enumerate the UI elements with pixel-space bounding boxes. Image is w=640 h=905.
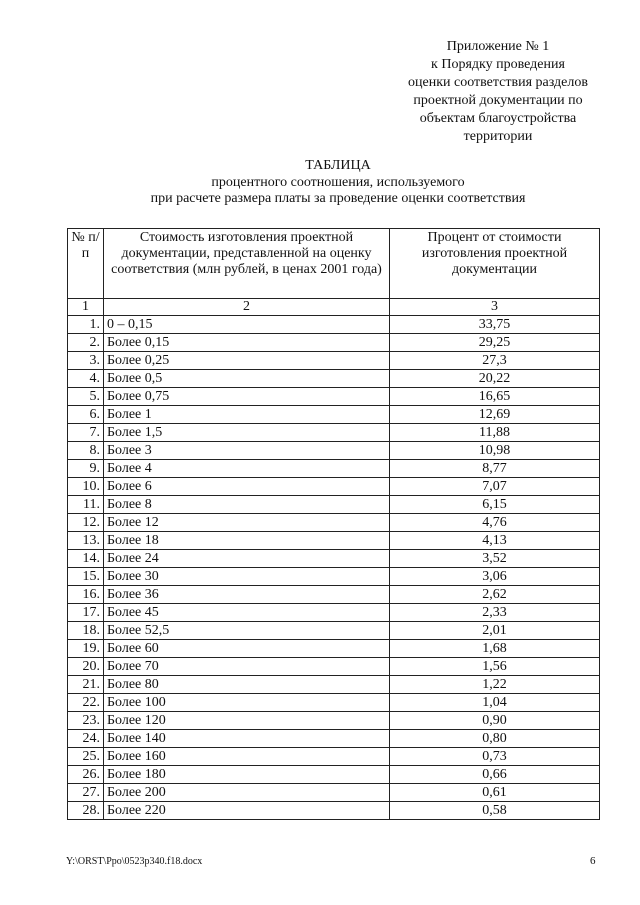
table-row xyxy=(68,532,600,550)
row-cost: Более 0,15 xyxy=(104,334,390,352)
row-number: 19. xyxy=(68,640,104,658)
row-cost: Более 160 xyxy=(104,748,390,766)
table-row xyxy=(68,424,600,442)
row-number: 18. xyxy=(68,622,104,640)
row-cost: Более 1 xyxy=(104,406,390,424)
row-percent: 16,65 xyxy=(390,388,600,406)
table-row xyxy=(68,604,600,622)
table-row xyxy=(68,748,600,766)
row-percent: 0,58 xyxy=(390,802,600,820)
row-percent: 20,22 xyxy=(390,370,600,388)
row-number: 12. xyxy=(68,514,104,532)
table-body xyxy=(68,299,600,820)
row-percent: 1,04 xyxy=(390,694,600,712)
appendix-line: территории xyxy=(463,129,533,144)
row-cost: Более 8 xyxy=(104,496,390,514)
row-number: 14. xyxy=(68,550,104,568)
row-number: 24. xyxy=(68,730,104,748)
row-number: 11. xyxy=(68,496,104,514)
rates-table xyxy=(67,228,600,820)
row-percent: 2,01 xyxy=(390,622,600,640)
table-row xyxy=(68,334,600,352)
row-number: 13. xyxy=(68,532,104,550)
row-number: 2. xyxy=(68,334,104,352)
row-cost: Более 36 xyxy=(104,586,390,604)
footer-page-number: 6 xyxy=(590,855,596,867)
row-percent: 3,06 xyxy=(390,568,600,586)
footer-file-path: Y:\ORST\Ppo\0523p340.f18.docx xyxy=(66,856,203,867)
row-number: 17. xyxy=(68,604,104,622)
row-cost: Более 0,5 xyxy=(104,370,390,388)
row-number: 22. xyxy=(68,694,104,712)
appendix-block xyxy=(380,38,616,146)
table-header xyxy=(68,229,600,299)
row-number: 3. xyxy=(68,352,104,370)
table-row xyxy=(68,478,600,496)
row-number: 16. xyxy=(68,586,104,604)
table-row xyxy=(68,586,600,604)
row-cost: Более 70 xyxy=(104,658,390,676)
row-number: 23. xyxy=(68,712,104,730)
table-row xyxy=(68,460,600,478)
row-number: 10. xyxy=(68,478,104,496)
row-number: 9. xyxy=(68,460,104,478)
table-row xyxy=(68,514,600,532)
row-cost: Более 60 xyxy=(104,640,390,658)
row-cost: Более 100 xyxy=(104,694,390,712)
appendix-line: проектной документации по xyxy=(413,93,583,108)
column-number: 2 xyxy=(104,299,390,316)
row-number: 6. xyxy=(68,406,104,424)
row-percent: 2,33 xyxy=(390,604,600,622)
table-row xyxy=(68,658,600,676)
row-percent: 0,90 xyxy=(390,712,600,730)
table-row xyxy=(68,406,600,424)
row-cost: Более 0,75 xyxy=(104,388,390,406)
row-percent: 6,15 xyxy=(390,496,600,514)
row-cost: Более 200 xyxy=(104,784,390,802)
table-row xyxy=(68,712,600,730)
table-title-heading: ТАБЛИЦА xyxy=(305,158,371,173)
row-cost: Более 80 xyxy=(104,676,390,694)
row-cost: Более 45 xyxy=(104,604,390,622)
row-percent: 1,68 xyxy=(390,640,600,658)
row-number: 5. xyxy=(68,388,104,406)
appendix-line: объектам благоустройства xyxy=(419,111,577,126)
table-row xyxy=(68,568,600,586)
row-percent: 10,98 xyxy=(390,442,600,460)
row-percent: 1,22 xyxy=(390,676,600,694)
row-number: 28. xyxy=(68,802,104,820)
table-title-line: при расчете размера платы за проведение оценки соответствия xyxy=(150,191,526,206)
row-cost: Более 140 xyxy=(104,730,390,748)
table-row xyxy=(68,784,600,802)
row-percent: 4,76 xyxy=(390,514,600,532)
row-percent: 29,25 xyxy=(390,334,600,352)
row-number: 7. xyxy=(68,424,104,442)
header-num: № п/п xyxy=(68,229,104,299)
row-cost: Более 12 xyxy=(104,514,390,532)
row-cost: Более 3 xyxy=(104,442,390,460)
row-number: 4. xyxy=(68,370,104,388)
column-number: 1 xyxy=(68,299,104,316)
row-number: 8. xyxy=(68,442,104,460)
row-number: 15. xyxy=(68,568,104,586)
table-title-line: процентного соотношения, используемого xyxy=(211,174,465,190)
table-row xyxy=(68,316,600,334)
row-percent: 4,13 xyxy=(390,532,600,550)
row-percent: 11,88 xyxy=(390,424,600,442)
appendix-line: к Порядку проведения xyxy=(431,57,565,72)
row-number: 25. xyxy=(68,748,104,766)
row-number: 27. xyxy=(68,784,104,802)
header-cost: Стоимость изготовления проектной документации, представленной на оценку соответствия (млн рублей, в ценах 2001 года) xyxy=(104,229,390,299)
column-number-row xyxy=(68,299,600,316)
row-cost: Более 6 xyxy=(104,478,390,496)
table-row xyxy=(68,694,600,712)
row-percent: 8,77 xyxy=(390,460,600,478)
row-cost: Более 120 xyxy=(104,712,390,730)
row-number: 1. xyxy=(68,316,104,334)
row-percent: 33,75 xyxy=(390,316,600,334)
row-number: 21. xyxy=(68,676,104,694)
table-row xyxy=(68,442,600,460)
row-cost: Более 52,5 xyxy=(104,622,390,640)
row-percent: 7,07 xyxy=(390,478,600,496)
row-cost: Более 4 xyxy=(104,460,390,478)
row-cost: Более 220 xyxy=(104,802,390,820)
table-row xyxy=(68,676,600,694)
row-cost: Более 24 xyxy=(104,550,390,568)
row-number: 26. xyxy=(68,766,104,784)
row-percent: 0,73 xyxy=(390,748,600,766)
row-percent: 27,3 xyxy=(390,352,600,370)
row-percent: 0,66 xyxy=(390,766,600,784)
row-cost: Более 30 xyxy=(104,568,390,586)
row-percent: 12,69 xyxy=(390,406,600,424)
row-percent: 0,61 xyxy=(390,784,600,802)
table-title xyxy=(60,158,616,208)
appendix-line: оценки соответствия разделов xyxy=(408,75,588,90)
column-number: 3 xyxy=(390,299,600,316)
row-percent: 0,80 xyxy=(390,730,600,748)
row-cost: Более 0,25 xyxy=(104,352,390,370)
row-number: 20. xyxy=(68,658,104,676)
table-row xyxy=(68,550,600,568)
table-row xyxy=(68,802,600,820)
row-percent: 2,62 xyxy=(390,586,600,604)
row-cost: Более 1,5 xyxy=(104,424,390,442)
table-row xyxy=(68,370,600,388)
row-cost: Более 18 xyxy=(104,532,390,550)
table-row xyxy=(68,496,600,514)
table-row xyxy=(68,352,600,370)
appendix-line: Приложение № 1 xyxy=(446,39,550,54)
row-percent: 1,56 xyxy=(390,658,600,676)
table-row xyxy=(68,730,600,748)
table-row xyxy=(68,640,600,658)
header-percent: Процент от стоимости изготовления проектной документации xyxy=(390,229,600,299)
table-row xyxy=(68,388,600,406)
table-row xyxy=(68,622,600,640)
row-percent: 3,52 xyxy=(390,550,600,568)
row-cost: 0 – 0,15 xyxy=(104,316,390,334)
table-row xyxy=(68,766,600,784)
row-cost: Более 180 xyxy=(104,766,390,784)
